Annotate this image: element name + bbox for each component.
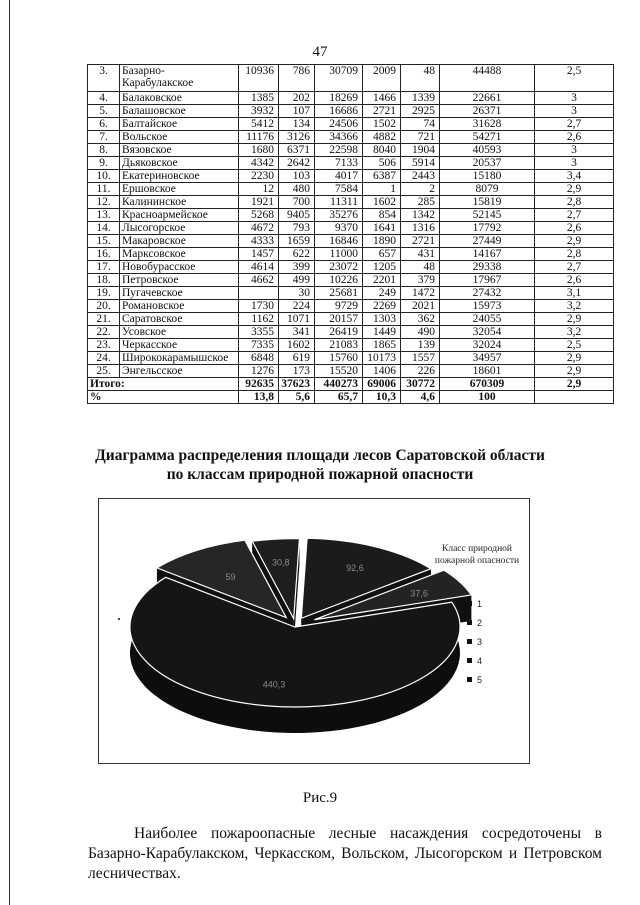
row-number-cell: 16. (88, 248, 120, 261)
value-cell: 1472 (401, 287, 440, 300)
summary-value-cell: 440273 (315, 378, 363, 391)
forestry-name-cell: Балаковское (120, 92, 239, 105)
value-cell: 1205 (363, 261, 401, 274)
value-cell: 34366 (315, 131, 363, 144)
table-row (88, 261, 614, 274)
chart-title-line-1: Диаграмма распределения площади лесов Саратовской области (95, 447, 545, 464)
forestry-name-cell: Петровское (120, 274, 239, 287)
forestry-name-cell (120, 65, 239, 92)
value-cell: 1641 (363, 222, 401, 235)
row-number-cell: 15. (88, 235, 120, 248)
value-cell: 48 (401, 261, 440, 274)
row-number-cell: 23. (88, 339, 120, 352)
value-cell: 7584 (315, 183, 363, 196)
table-row (88, 365, 614, 378)
pie-data-label: 440,3 (262, 679, 286, 690)
figure-caption: Рис.9 (302, 790, 338, 806)
value-cell: 30709 (315, 65, 363, 92)
forestry-name-line: Базарно- (122, 65, 165, 77)
value-cell: 3355 (239, 326, 279, 339)
legend-label: 4 (477, 656, 483, 666)
forestry-name-cell: Балтайское (120, 118, 239, 131)
value-cell: 362 (401, 313, 440, 326)
value-cell: 32024 (440, 339, 535, 352)
value-cell: 6371 (279, 144, 315, 157)
value-cell (239, 287, 279, 300)
table-row (88, 326, 614, 339)
value-cell: 6387 (363, 170, 401, 183)
value-cell: 21083 (315, 339, 363, 352)
value-cell: 12 (239, 183, 279, 196)
value-cell: 4017 (315, 170, 363, 183)
value-cell: 23072 (315, 261, 363, 274)
summary-value-cell: 2,9 (535, 378, 614, 391)
summary-value-cell: 100 (440, 391, 535, 404)
value-cell: 52145 (440, 209, 535, 222)
value-cell: 11000 (315, 248, 363, 261)
value-cell: 4333 (239, 235, 279, 248)
value-cell: 619 (279, 352, 315, 365)
forestry-name-cell: Ершовское (120, 183, 239, 196)
table-row (88, 144, 614, 157)
value-cell: 431 (401, 248, 440, 261)
value-cell: 1316 (401, 222, 440, 235)
value-cell: 74 (401, 118, 440, 131)
value-cell: 7335 (239, 339, 279, 352)
value-cell: 224 (279, 300, 315, 313)
value-cell: 4672 (239, 222, 279, 235)
value-cell: 2,9 (535, 183, 614, 196)
table-row (88, 235, 614, 248)
value-cell: 173 (279, 365, 315, 378)
legend-title-line-1: Класс природной (442, 544, 512, 554)
table-row (88, 339, 614, 352)
value-cell: 10173 (363, 352, 401, 365)
value-cell: 10936 (239, 65, 279, 92)
value-cell: 1406 (363, 365, 401, 378)
value-cell: 2,9 (535, 352, 614, 365)
row-number-cell: 18. (88, 274, 120, 287)
row-number-cell: 9. (88, 157, 120, 170)
value-cell: 30 (279, 287, 315, 300)
value-cell: 103 (279, 170, 315, 183)
row-number-cell: 19. (88, 287, 120, 300)
forestry-name-cell: Романовское (120, 300, 239, 313)
value-cell: 2021 (401, 300, 440, 313)
forestry-name-cell: Красноармейское (120, 209, 239, 222)
value-cell: 1921 (239, 196, 279, 209)
value-cell: 3 (535, 92, 614, 105)
value-cell: 9370 (315, 222, 363, 235)
table-row (88, 222, 614, 235)
value-cell: 506 (363, 157, 401, 170)
value-cell: 3,4 (535, 170, 614, 183)
summary-value-cell: 13,8 (239, 391, 279, 404)
pie-chart (98, 498, 530, 764)
value-cell: 16686 (315, 105, 363, 118)
value-cell: 26419 (315, 326, 363, 339)
value-cell: 2,6 (535, 274, 614, 287)
summary-label-cell: Итого: (88, 378, 239, 391)
value-cell: 490 (401, 326, 440, 339)
value-cell: 11311 (315, 196, 363, 209)
value-cell: 17967 (440, 274, 535, 287)
value-cell: 29338 (440, 261, 535, 274)
summary-value-cell: 10,3 (363, 391, 401, 404)
value-cell: 2,9 (535, 365, 614, 378)
row-number-cell: 24. (88, 352, 120, 365)
value-cell: 1659 (279, 235, 315, 248)
forestry-name-cell: Марксовское (120, 248, 239, 261)
row-number-cell: 25. (88, 365, 120, 378)
table-row (88, 300, 614, 313)
summary-value-cell (535, 391, 614, 404)
row-number-cell: 5. (88, 105, 120, 118)
value-cell: 2230 (239, 170, 279, 183)
value-cell: 3 (535, 105, 614, 118)
value-cell: 11176 (239, 131, 279, 144)
value-cell: 20537 (440, 157, 535, 170)
summary-value-cell: 69006 (363, 378, 401, 391)
value-cell: 657 (363, 248, 401, 261)
value-cell: 202 (279, 92, 315, 105)
value-cell: 4342 (239, 157, 279, 170)
table-row (88, 118, 614, 131)
table-row (88, 313, 614, 326)
value-cell: 285 (401, 196, 440, 209)
forestry-name-cell: Усовское (120, 326, 239, 339)
row-number-cell: 7. (88, 131, 120, 144)
value-cell: 2 (401, 183, 440, 196)
value-cell: 2,7 (535, 209, 614, 222)
forestry-name-cell: Черкасское (120, 339, 239, 352)
table-row (88, 157, 614, 170)
value-cell: 786 (279, 65, 315, 92)
value-cell: 25681 (315, 287, 363, 300)
table-row (88, 183, 614, 196)
forestry-name-cell: Ширококарамышское (120, 352, 239, 365)
value-cell: 1557 (401, 352, 440, 365)
value-cell: 1602 (363, 196, 401, 209)
value-cell: 35276 (315, 209, 363, 222)
value-cell: 26371 (440, 105, 535, 118)
value-cell: 14167 (440, 248, 535, 261)
summary-value-cell: 4,6 (401, 391, 440, 404)
value-cell: 2925 (401, 105, 440, 118)
value-cell: 2201 (363, 274, 401, 287)
table-row (88, 248, 614, 261)
row-number-cell: 14. (88, 222, 120, 235)
value-cell: 3126 (279, 131, 315, 144)
value-cell: 3932 (239, 105, 279, 118)
summary-value-cell: 37623 (279, 378, 315, 391)
pie-data-label: 30,8 (271, 557, 290, 568)
value-cell: 3 (535, 144, 614, 157)
row-number-cell: 20. (88, 300, 120, 313)
value-cell: 2,8 (535, 196, 614, 209)
value-cell: 4662 (239, 274, 279, 287)
value-cell: 15180 (440, 170, 535, 183)
value-cell: 17792 (440, 222, 535, 235)
value-cell: 5268 (239, 209, 279, 222)
value-cell: 1890 (363, 235, 401, 248)
value-cell: 48 (401, 65, 440, 92)
row-number-cell: 3. (88, 65, 120, 92)
row-number-cell: 8. (88, 144, 120, 157)
value-cell: 24055 (440, 313, 535, 326)
page-number: 47 (312, 44, 328, 60)
table-row (88, 209, 614, 222)
summary-label-cell: % (88, 391, 239, 404)
row-number-cell: 10. (88, 170, 120, 183)
forestry-name-cell: Энгельсское (120, 365, 239, 378)
value-cell: 1865 (363, 339, 401, 352)
value-cell: 1276 (239, 365, 279, 378)
value-cell: 1385 (239, 92, 279, 105)
table-row (88, 131, 614, 144)
pie-data-label: 37,6 (410, 588, 428, 599)
value-cell: 379 (401, 274, 440, 287)
value-cell: 22661 (440, 92, 535, 105)
row-number-cell: 21. (88, 313, 120, 326)
pie-data-label-extra: 59 (225, 572, 236, 583)
value-cell: 1466 (363, 92, 401, 105)
value-cell: 499 (279, 274, 315, 287)
legend-label: 3 (477, 637, 483, 647)
value-cell: 2,5 (535, 339, 614, 352)
forestry-name-cell: Пугачевское (120, 287, 239, 300)
value-cell: 1602 (279, 339, 315, 352)
value-cell: 2009 (363, 65, 401, 92)
legend-label: 5 (477, 675, 483, 685)
value-cell: 2,6 (535, 131, 614, 144)
legend-label: 1 (477, 599, 483, 609)
forestry-name-cell: Балашовское (120, 105, 239, 118)
table-row (88, 105, 614, 118)
pie-chart-svg (99, 499, 529, 763)
table-row (88, 287, 614, 300)
value-cell: 15819 (440, 196, 535, 209)
table-row (88, 92, 614, 105)
value-cell: 1502 (363, 118, 401, 131)
forestry-name-cell: Вольское (120, 131, 239, 144)
value-cell: 2,5 (535, 65, 614, 92)
value-cell: 22598 (315, 144, 363, 157)
table-row (88, 170, 614, 183)
value-cell: 1071 (279, 313, 315, 326)
value-cell: 32054 (440, 326, 535, 339)
value-cell: 3,1 (535, 287, 614, 300)
value-cell: 2721 (401, 235, 440, 248)
value-cell: 40593 (440, 144, 535, 157)
value-cell: 8040 (363, 144, 401, 157)
value-cell: 1449 (363, 326, 401, 339)
summary-value-cell: 30772 (401, 378, 440, 391)
value-cell: 4614 (239, 261, 279, 274)
value-cell: 480 (279, 183, 315, 196)
value-cell: 3,2 (535, 326, 614, 339)
value-cell: 20157 (315, 313, 363, 326)
value-cell: 1457 (239, 248, 279, 261)
row-number-cell: 17. (88, 261, 120, 274)
value-cell: 1 (363, 183, 401, 196)
row-number-cell: 11. (88, 183, 120, 196)
table-row (88, 196, 614, 209)
table-row (88, 352, 614, 365)
value-cell: 2,9 (535, 235, 614, 248)
value-cell: 5412 (239, 118, 279, 131)
summary-value-cell: 670309 (440, 378, 535, 391)
forestry-name-cell: Калининское (120, 196, 239, 209)
value-cell: 721 (401, 131, 440, 144)
forestry-name-cell: Екатериновское (120, 170, 239, 183)
value-cell: 2642 (279, 157, 315, 170)
row-number-cell: 22. (88, 326, 120, 339)
value-cell: 1680 (239, 144, 279, 157)
value-cell: 9405 (279, 209, 315, 222)
value-cell: 9729 (315, 300, 363, 313)
pie-data-label: 92,6 (346, 562, 364, 573)
value-cell: 1730 (239, 300, 279, 313)
value-cell: 1339 (401, 92, 440, 105)
value-cell: 134 (279, 118, 315, 131)
value-cell: 2,7 (535, 118, 614, 131)
value-cell: 7133 (315, 157, 363, 170)
forestry-name-line: Карабулакское (122, 77, 194, 89)
value-cell: 15760 (315, 352, 363, 365)
value-cell: 341 (279, 326, 315, 339)
value-cell: 622 (279, 248, 315, 261)
value-cell: 2,9 (535, 313, 614, 326)
value-cell: 15973 (440, 300, 535, 313)
value-cell: 854 (363, 209, 401, 222)
value-cell: 34957 (440, 352, 535, 365)
legend-swatch (467, 658, 472, 663)
value-cell: 15520 (315, 365, 363, 378)
scan-speck (118, 618, 120, 620)
chart-title-line-2: по классам природной пожарной опасности (166, 466, 474, 483)
value-cell: 2,8 (535, 248, 614, 261)
value-cell: 399 (279, 261, 315, 274)
table-total-row (88, 378, 614, 391)
value-cell: 2,6 (535, 222, 614, 235)
legend-title-line-2: пожарной опасности (434, 556, 520, 566)
summary-value-cell: 65,7 (315, 391, 363, 404)
value-cell: 793 (279, 222, 315, 235)
value-cell: 139 (401, 339, 440, 352)
row-number-cell: 4. (88, 92, 120, 105)
value-cell: 5914 (401, 157, 440, 170)
value-cell: 24506 (315, 118, 363, 131)
legend-swatch (467, 677, 472, 682)
value-cell: 18601 (440, 365, 535, 378)
value-cell: 2443 (401, 170, 440, 183)
table-row (88, 274, 614, 287)
value-cell: 6848 (239, 352, 279, 365)
row-number-cell: 13. (88, 209, 120, 222)
legend-swatch (467, 639, 472, 644)
value-cell: 249 (363, 287, 401, 300)
value-cell: 2721 (363, 105, 401, 118)
value-cell: 8079 (440, 183, 535, 196)
table-percent-row (88, 391, 614, 404)
value-cell: 107 (279, 105, 315, 118)
value-cell: 4882 (363, 131, 401, 144)
forestry-name-cell: Вязовское (120, 144, 239, 157)
value-cell: 44488 (440, 65, 535, 92)
value-cell: 700 (279, 196, 315, 209)
forestry-name-cell: Лысогорское (120, 222, 239, 235)
value-cell: 1342 (401, 209, 440, 222)
value-cell: 10226 (315, 274, 363, 287)
summary-value-cell: 5,6 (279, 391, 315, 404)
body-paragraph: Наиболее пожароопасные лесные насаждения сосредоточены в Базарно-Карабулакском, Черкасском, Вольском, Лысогорском и Петровском лесничествах. (88, 825, 602, 882)
value-cell: 1162 (239, 313, 279, 326)
value-cell: 2,7 (535, 261, 614, 274)
forestry-name-cell: Дьяковское (120, 157, 239, 170)
legend-label: 2 (477, 618, 483, 628)
value-cell: 1904 (401, 144, 440, 157)
value-cell: 54271 (440, 131, 535, 144)
value-cell: 27449 (440, 235, 535, 248)
chart-title (0, 446, 640, 484)
value-cell: 18269 (315, 92, 363, 105)
row-number-cell: 6. (88, 118, 120, 131)
value-cell: 3 (535, 157, 614, 170)
summary-value-cell: 92635 (239, 378, 279, 391)
value-cell: 226 (401, 365, 440, 378)
forestry-name-cell: Новобурасское (120, 261, 239, 274)
forestry-name-cell: Макаровское (120, 235, 239, 248)
forestry-name-cell: Саратовское (120, 313, 239, 326)
value-cell: 2269 (363, 300, 401, 313)
value-cell: 27432 (440, 287, 535, 300)
value-cell: 16846 (315, 235, 363, 248)
row-number-cell: 12. (88, 196, 120, 209)
forest-area-table (87, 64, 614, 404)
table-row (88, 65, 614, 92)
value-cell: 3,2 (535, 300, 614, 313)
value-cell: 1303 (363, 313, 401, 326)
value-cell: 31628 (440, 118, 535, 131)
